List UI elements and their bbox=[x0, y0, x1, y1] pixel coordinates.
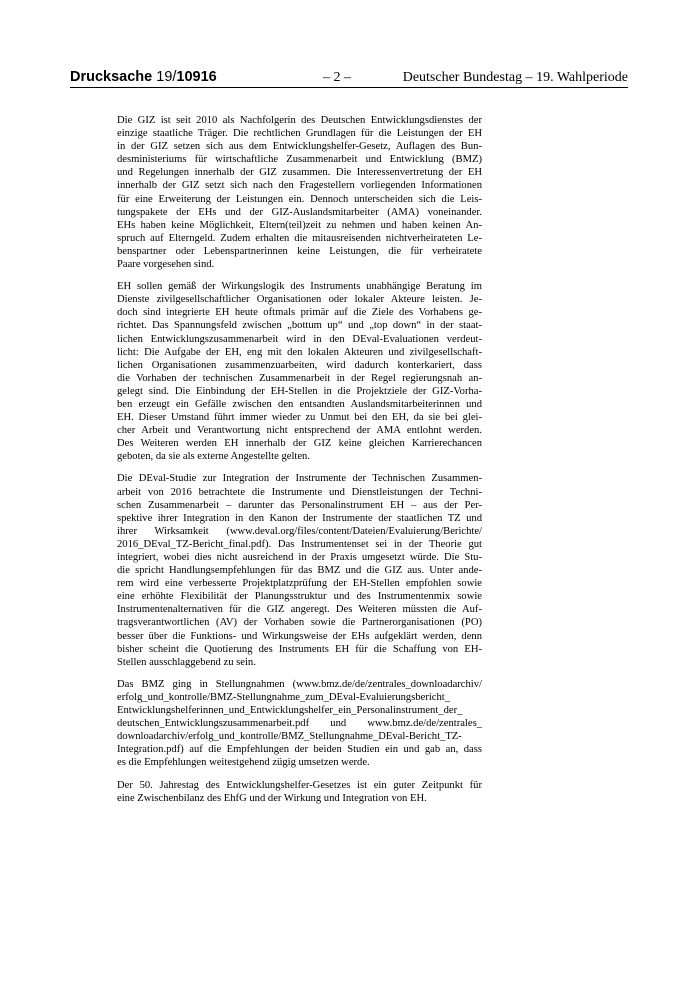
text-line: und Regelungen innerhalb der GIZ zusammen. Die Interessenvertretung der EH bbox=[117, 167, 482, 179]
paragraph bbox=[117, 678, 482, 770]
text-line: die spricht Handlungsempfehlungen für das BMZ und die GIZ aus. Unter ande- bbox=[117, 565, 482, 577]
text-line: EHs haben keine Möglichkeit, Eltern(teil)zeit zu nehmen und haben keinen An- bbox=[117, 219, 482, 231]
text-line: Paare vorgesehen sind. bbox=[117, 259, 215, 271]
text-line: eine erhöhte Flexibilität der Planungsstruktur und des Instrumentenmix sowie bbox=[117, 591, 482, 603]
header-rule bbox=[70, 87, 628, 88]
text-line: in der GIZ setzen sich aus dem Entwicklungshelfer-Gesetz, Auflagen des Bun- bbox=[117, 141, 482, 153]
text-line: Integration.pdf) auf die Empfehlungen der beiden Studien ein und gab an, dass bbox=[117, 744, 482, 756]
text-line: Der 50. Jahrestag des Entwicklungshelfer-Gesetzes ist ein guter Zeitpunkt für bbox=[117, 779, 482, 791]
paragraph bbox=[117, 472, 482, 668]
doc-number-main: 10916 bbox=[176, 69, 217, 85]
text-line: licht: Die Aufgabe der EH, eng mit den lokalen Akteuren und zivilgesellschaft- bbox=[117, 346, 482, 358]
text-line: arbeit von 2016 betrachtete die Instrumente und Dienstleistungen der Techni- bbox=[117, 486, 482, 498]
text-line: benspartner oder Lebenspartnerinnen keine Leistungen, die für verheiratete bbox=[117, 245, 482, 257]
paragraph bbox=[117, 779, 482, 805]
text-line: Des Weiteren werden EH innerhalb der GIZ keine gleichen Karrierechancen bbox=[117, 438, 482, 450]
text-line: cher Arbeit und Verantwortung nicht entsprechend der AMA entlohnt werden. bbox=[117, 425, 482, 437]
text-line: spruch auf Elterngeld. Zudem erhalten die mitausreisenden nichtverheirateten Le- bbox=[117, 232, 482, 244]
paragraph bbox=[117, 114, 482, 271]
text-line: eine Zwischenbilanz des EhfG und der Wirkung und Integration von EH. bbox=[117, 792, 427, 804]
text-line: desministeriums für wirtschaftliche Zusammenarbeit und Entwicklung (BMZ) bbox=[117, 154, 482, 166]
paragraph bbox=[117, 280, 482, 463]
text-line: Entwicklungshelferinnen_und_Entwicklungshelfer_ein_Personalinstrument_der_ bbox=[117, 705, 463, 717]
document-id bbox=[70, 69, 217, 85]
text-line: downloadarchiv/erfolg_und_kontrolle/BMZ_Stellungnahme_DEval-Bericht_TZ- bbox=[117, 731, 462, 743]
text-line: Das BMZ ging in Stellungnahmen (www.bmz.de/de/zentrales_downloadarchiv/ bbox=[117, 678, 482, 690]
doc-number-prefix: 19/ bbox=[156, 69, 177, 85]
text-line: ihrer Wirksamkeit (www.deval.org/files/content/Dateien/Evaluierung/Berichte/ bbox=[117, 525, 482, 537]
text-line: ben erzeugt ein Gefälle zwischen den entsandten Auslandsmitarbeiterinnen und bbox=[117, 398, 482, 410]
body-text bbox=[117, 114, 482, 814]
text-line: schen Zusammenarbeit – darunter das Personalinstrument EH – aus der Per- bbox=[117, 499, 482, 511]
doc-label: Drucksache bbox=[70, 69, 153, 85]
page-header bbox=[70, 69, 628, 87]
text-line: Die DEval-Studie zur Integration der Instrumente der Technischen Zusammen- bbox=[117, 473, 482, 485]
text-line: erfolg_und_kontrolle/BMZ-Stellungnahme_zum_DEval-Evaluierungsbericht_ bbox=[117, 691, 451, 703]
text-line: Stellen ausschlaggebend zu sein. bbox=[117, 656, 256, 668]
text-line: geboten, da sie als externe Angestellte gelten. bbox=[117, 451, 310, 463]
text-line: deutschen_Entwicklungszusammenarbeit.pdf und www.bmz.de/de/zentrales_ bbox=[117, 718, 482, 730]
text-line: rem wird eine verbesserte Projektplatzprüfung der EH-Stellen empfohlen sowie bbox=[117, 578, 482, 590]
text-line: tragsverantwortlichen (AV) der Vorhaben sowie die Partnerorganisationen (PO) bbox=[117, 617, 482, 629]
text-line: richtet. Das Spannungsfeld zwischen „bottum up“ und „top down“ in der staat- bbox=[117, 320, 482, 332]
text-line: lichen Organisationen zusammenzuarbeiten, wird dadurch konterkariert, dass bbox=[117, 359, 482, 371]
publisher: Deutscher Bundestag – 19. Wahlperiode bbox=[402, 70, 628, 85]
page-number: – 2 – bbox=[323, 70, 351, 85]
text-line: gelegt sind. Die Einbindung der EH-Stellen in die Projektziele der GIZ-Vorha- bbox=[117, 385, 482, 397]
text-line: bisher scheint die Quotierung des Instruments EH für die Schaffung von EH- bbox=[117, 643, 482, 655]
text-line: es die Empfehlungen weitestgehend zügig umsetzen werde. bbox=[117, 757, 370, 769]
text-line: innerhalb der GIZ setzt sich nach den Fragestellern vorliegenden Informationen bbox=[117, 180, 482, 192]
text-line: lichen Entwicklungszusammenarbeit wird in den DEval-Evaluationen verdeut- bbox=[117, 333, 482, 345]
text-line: 2016_DEval_TZ-Bericht_final.pdf). Das Instrumentenset sei in der Theorie gut bbox=[117, 538, 482, 550]
text-line: für eine Erweiterung der Leistungen ein. Dennoch unterscheiden sich die Leis- bbox=[117, 193, 482, 205]
text-line: tungspakete der EHs und der GIZ-Auslandsmitarbeiter (AMA) voneinander. bbox=[117, 206, 482, 218]
text-line: einzige staatliche Träger. Die rechtlichen Grundlagen für die Leistungen der EH bbox=[117, 128, 482, 140]
text-line: Dienste zivilgesellschaftlicher Organisationen oder lokaler Akteure leisten. Je- bbox=[117, 294, 482, 306]
text-line: EH. Dieser Umstand führt immer wieder zu Unmut bei den EH, da sie bei glei- bbox=[117, 412, 482, 424]
text-line: besser über die Funktions- und Wirkungsweise der EHs aufgeklärt werden, denn bbox=[117, 630, 482, 642]
text-line: Die GIZ ist seit 2010 als Nachfolgerin des Deutschen Entwicklungsdienstes der bbox=[117, 115, 482, 126]
text-line: spektive ihrer Integration in den Kanon der Instrumente der staatlichen TZ und bbox=[117, 512, 482, 524]
text-line: doch sind integrierte EH heute oftmals primär auf die Ziele des Vorhabens ge- bbox=[117, 307, 482, 319]
text-line: integriert, wobei dies nicht ausreichend in der Praxis umgesetzt würde. Die Stu- bbox=[117, 552, 482, 563]
text-line: EH sollen gemäß der Wirkungslogik des Instruments unabhängige Beratung im bbox=[117, 281, 482, 293]
text-line: Instrumentenalternativen für die GIZ angeregt. Des Weiteren müssten die Auf- bbox=[117, 604, 482, 616]
text-line: die Vorhaben der technischen Zusammenarbeit in der Regel regierungsnah an- bbox=[117, 372, 482, 384]
